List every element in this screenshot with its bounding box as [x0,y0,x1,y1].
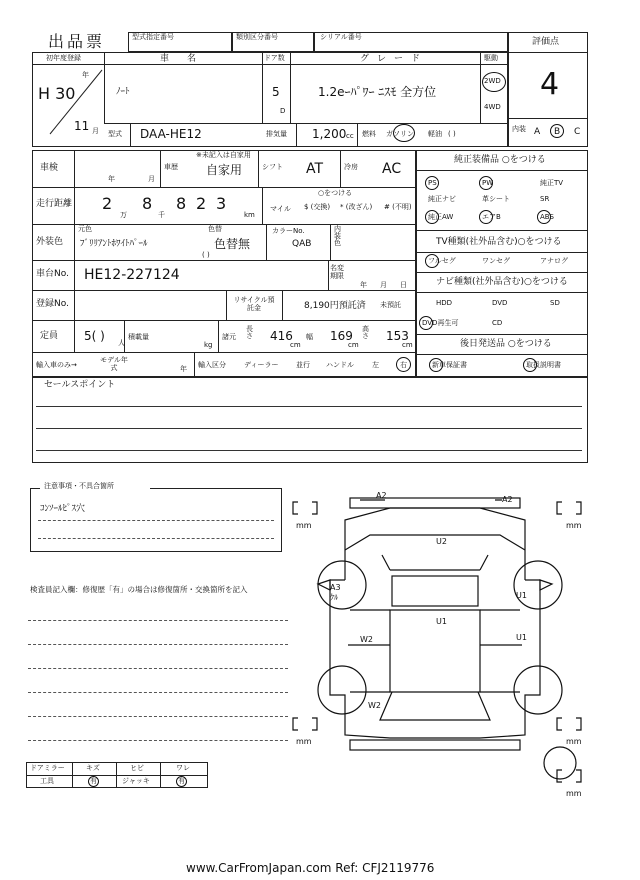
mileage-digit-4: 2 [196,194,207,213]
mm-label-2: mm [566,521,582,530]
displacement-label: 排気量 [266,130,287,138]
interior-color-label: 内装色 [334,225,341,247]
equipment-item-3: 純正ナビ [428,195,456,203]
first-reg-month: 11 [74,119,90,133]
mileage-hint: ○をつける [318,189,353,197]
tv-item-0-circle [425,254,439,268]
history-value: 自家用 [206,163,243,177]
fuel-diesel: 軽油 [428,130,442,138]
tools-head-3: ヒビ [130,764,144,772]
navi-item-0: HDD [436,299,453,307]
ac-label: 冷房 [344,163,358,171]
history-label: 車歴 [164,163,178,171]
equipment-item-5: SR [540,195,550,203]
car-damage-diagram [290,480,590,810]
fuel-paren: ( ) [448,130,456,138]
exterior-color-label: 外装色 [36,237,64,247]
import-label: 輸入車のみ→ [36,361,77,369]
model-label: 型式 [108,130,122,138]
mark-u1-right-door: U1 [516,633,527,642]
navi-item-3-circle [419,316,433,330]
navi-item-2: SD [550,299,560,307]
inspection-year: 年 [108,175,115,183]
car-name-label: 車名 [160,54,215,64]
first-reg-label: 初年度登録 [46,54,81,62]
navi-title: ナビ種類(社外品含む)○をつける [436,277,568,287]
equipment-title: 純正装備品 ○をつける [454,155,546,165]
registration-label: 登録No. [36,299,69,309]
equipment-item-1-circle [479,176,493,190]
grade-label: グレード [360,54,429,64]
mileage-digit-5: 3 [216,194,227,213]
fuel-gasoline: ガソリン [386,130,414,138]
dims-label: 諸元 [222,333,236,341]
length-label: 長さ [246,325,253,340]
sales-point-label: セールスポイント [44,380,116,390]
later-item-1: 取扱説明書 [526,361,561,369]
inspection-month: 月 [148,175,155,183]
name-change-month: 月 [380,281,387,289]
name-change-label: 名変期限 [330,264,344,281]
category-label: 類別区分番号 [236,33,278,41]
first-reg-year: H 30 [38,84,76,103]
import-parallel: 並行 [296,361,310,369]
interior-b: B [554,127,561,137]
tools-head-1: ドアミラー [30,764,65,772]
mileage-tamper: * (改ざん) [340,203,373,211]
inspection-label: 車検 [40,163,59,173]
cc-unit: cc [346,132,354,140]
mark-a3-left: A3 [330,583,341,592]
handle-label: ハンドル [326,361,354,369]
door-label: ドア数 [264,54,285,62]
mileage-digit-2: 8 [142,194,153,213]
tv-item-1: ワンセグ [482,257,510,265]
capacity-label: 定員 [40,331,59,341]
mileage-mile: マイル [270,205,291,213]
mark-w2-left-door: W2 [360,635,373,644]
tools-tool-label: 工具 [40,777,54,785]
mileage-sen: 千 [158,211,165,219]
tools-head-2: キズ [86,764,100,772]
mark-kuru: ｸﾙ [330,593,338,602]
repaint-value: 色替無 [214,237,251,251]
ac-value: AC [382,161,402,177]
later-item-0: 新車保証書 [432,361,467,369]
import-dealer: ディーラー [244,361,279,369]
score-label: 評価点 [532,37,560,47]
width-label: 幅 [306,333,313,341]
tv-item-0: フルセグ [428,257,456,265]
mark-a2-left: A2 [376,491,387,500]
notes-text: ｺﾝｿｰﾙﾋﾟｽ穴 [40,504,86,514]
repaint-label: 色替 [208,225,222,233]
shift-label: シフト [262,163,283,171]
width-value: 169 [330,329,353,343]
drive-2wd: 2WD [484,77,501,85]
chassis-value: HE12-227124 [84,267,180,283]
equipment-item-8: ABS [540,213,554,221]
mm-label-1: mm [296,521,312,530]
capacity-value: 5( ) [84,329,105,343]
car-name-value: ﾉｰﾄ [116,87,130,97]
height-value: 153 [386,329,409,343]
mark-u1-right-front: U1 [516,591,527,600]
equipment-item-0: PS [428,179,437,187]
name-change-day: 日 [400,281,407,289]
height-label: 高さ [362,325,369,340]
displacement-value: 1,200 [312,127,347,141]
mileage-man: 万 [120,211,127,219]
equipment-item-1: PW [482,179,494,187]
model-year-unit: 年 [180,365,187,373]
mark-w2-rear: W2 [368,701,381,710]
mark-u2-hood: U2 [436,537,447,546]
equipment-item-0-circle [425,176,439,190]
equipment-item-6-circle [425,210,439,224]
year-unit: 年 [82,71,89,79]
tv-item-2: アナログ [540,257,568,265]
equipment-item-6: 純正AW [428,213,454,221]
model-year-label: モデル年式 [100,356,128,373]
name-change-year: 年 [360,281,367,289]
score-value: 4 [540,67,560,102]
not-deposited: 未預託 [380,301,401,309]
orig-color-label: 元色 [78,225,92,233]
interior-a: A [534,127,541,137]
interior-c: C [574,127,581,137]
recycle-label: リサイクル預託金 [233,296,275,313]
door-suffix: D [280,107,286,115]
navi-item-4: CD [492,319,503,327]
repaint-paren: ( ) [202,251,210,259]
drive-4wd: 4WD [484,103,501,111]
interior-label: 内装 [512,125,526,133]
tv-title: TV種類(社外品含む)○をつける [436,237,562,247]
later-item-0-circle [429,358,443,372]
tools-jack-value: 有 [178,777,185,785]
mm-label-5: mm [566,789,582,798]
shift-value: AT [306,161,324,177]
handle-left: 左 [372,361,379,369]
import-class-label: 輸入区分 [198,361,226,369]
equipment-item-7: エアB [482,213,501,221]
length-value: 416 [270,329,293,343]
mileage-km: km [244,211,255,219]
door-count: 5 [272,85,280,99]
navi-item-3: DVD再生可 [422,319,459,327]
month-unit: 月 [92,127,99,135]
model-value: DAA-HE12 [140,127,202,141]
color-no-value: QAB [292,239,312,249]
orig-color-value: ﾌﾞﾘﾘｱﾝﾄﾎﾜｲﾄﾊﾟｰﾙ [80,239,148,249]
fuel-label: 燃料 [362,130,376,138]
tools-head-4: ワレ [176,764,190,772]
chassis-label: 車台No. [36,269,69,279]
grade-value: 1.2eｰﾊﾟﾜｰ ﾆｽﾓ 全方位 [318,85,437,99]
notes-title: 注意事項・不具合箇所 [44,482,114,490]
equipment-item-7-circle [479,210,493,224]
length-unit: cm [290,341,301,349]
model-spec-label: 型式指定番号 [132,33,174,41]
mark-u1-roof: U1 [436,617,447,626]
mileage-unknown: # (不明) [384,203,412,211]
equipment-item-8-circle [537,210,551,224]
later-item-1-circle [523,358,537,372]
drive-label: 駆動 [484,54,498,62]
footer-ref: www.CarFromJapan.com Ref: CFJ2119776 [186,861,435,875]
sheet-title: 出品票 [48,32,106,51]
handle-right: 右 [400,361,407,369]
mileage-label: 走行距離 [36,199,73,209]
mileage-digit-3: 8 [176,194,187,213]
tools-tool-value: 有 [90,777,97,785]
tools-jack-label: ジャッキ [122,777,150,785]
color-no-label: カラーNo. [272,227,305,235]
later-title: 後日発送品 ○をつける [460,339,552,349]
history-note: ※未記入は自家用 [196,151,251,159]
mm-label-4: mm [566,737,582,746]
mm-label-3: mm [296,737,312,746]
mileage-digit-1: 2 [102,194,113,213]
recycle-value: 8,190円預託済 [304,301,366,311]
inspector-title: 検査員記入欄：修復歴「有」の場合は修復箇所・交換箇所を記入 [30,585,248,594]
serial-label: シリアル番号 [320,33,362,41]
height-unit: cm [402,341,413,349]
mileage-swap: $ (交換) [304,203,331,211]
width-unit: cm [348,341,359,349]
navi-item-1: DVD [492,299,508,307]
load-unit: kg [204,341,213,349]
load-label: 積載量 [128,333,149,341]
capacity-unit: 人 [118,339,125,347]
equipment-item-4: 革シート [482,195,510,203]
mark-a2-right: A2 [502,495,513,504]
equipment-item-2: 純正TV [540,179,564,187]
